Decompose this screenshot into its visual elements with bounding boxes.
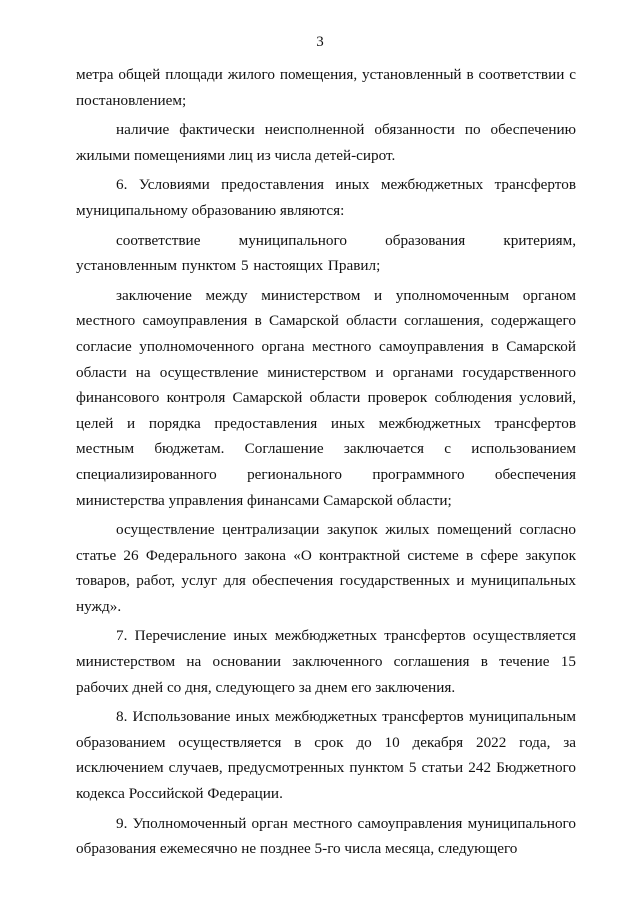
paragraph-8: 8. Использование иных межбюджетных трансфертов муниципальным образованием осуществляется в срок до 10 декабря 2022 года, за исключением случаев, предусмотренных пунктом 5 статьи 242 Бюджетного кодекса Российской Федерации. <box>76 708 576 803</box>
document-body <box>76 62 576 866</box>
paragraph-centralization: осуществление централизации закупок жилых помещений согласно статье 26 Федерального закона «О контрактной системе в сфере закупок товаров, работ, услуг для обеспечения государственных и муниципальных нужд». <box>76 521 576 615</box>
paragraph-continuation: метра общей площади жилого помещения, установленный в соответствии с постановлением; <box>76 66 576 109</box>
paragraph-7: 7. Перечисление иных межбюджетных трансфертов осуществляется министерством на основании заключенного соглашения в течение 15 рабочих дней со дня, следующего за днем его заключения. <box>76 627 576 696</box>
paragraph-agreement: заключение между министерством и уполномоченным органом местного самоуправления в Самарской области соглашения, содержащего согласие уполномоченного органа местного самоуправления в Самарской области на осуществление министерством и органами государственного финансового контроля Самарской области проверок соблюдения условий, целей и порядка предоставления иных межбюджетных трансфертов местным бюджетам. Соглашение заключается с использованием специализированного регионального программного обеспечения министерства управления финансами Самарской области; <box>76 286 576 509</box>
paragraph-9: 9. Уполномоченный орган местного самоуправления муниципального образования ежемесячно не позднее 5-го числа месяца, следующего <box>76 814 576 858</box>
paragraph-obligation: наличие фактически неисполненной обязанности по обеспечению жилыми помещениями лиц из числа детей-сирот. <box>76 121 576 164</box>
paragraph-criteria: соответствие муниципального образования критериям, установленным пунктом 5 настоящих Правил; <box>76 231 576 275</box>
paragraph-6: 6. Условиями предоставления иных межбюджетных трансфертов муниципальному образованию являются: <box>76 176 576 219</box>
page-number: 3 <box>316 34 324 50</box>
